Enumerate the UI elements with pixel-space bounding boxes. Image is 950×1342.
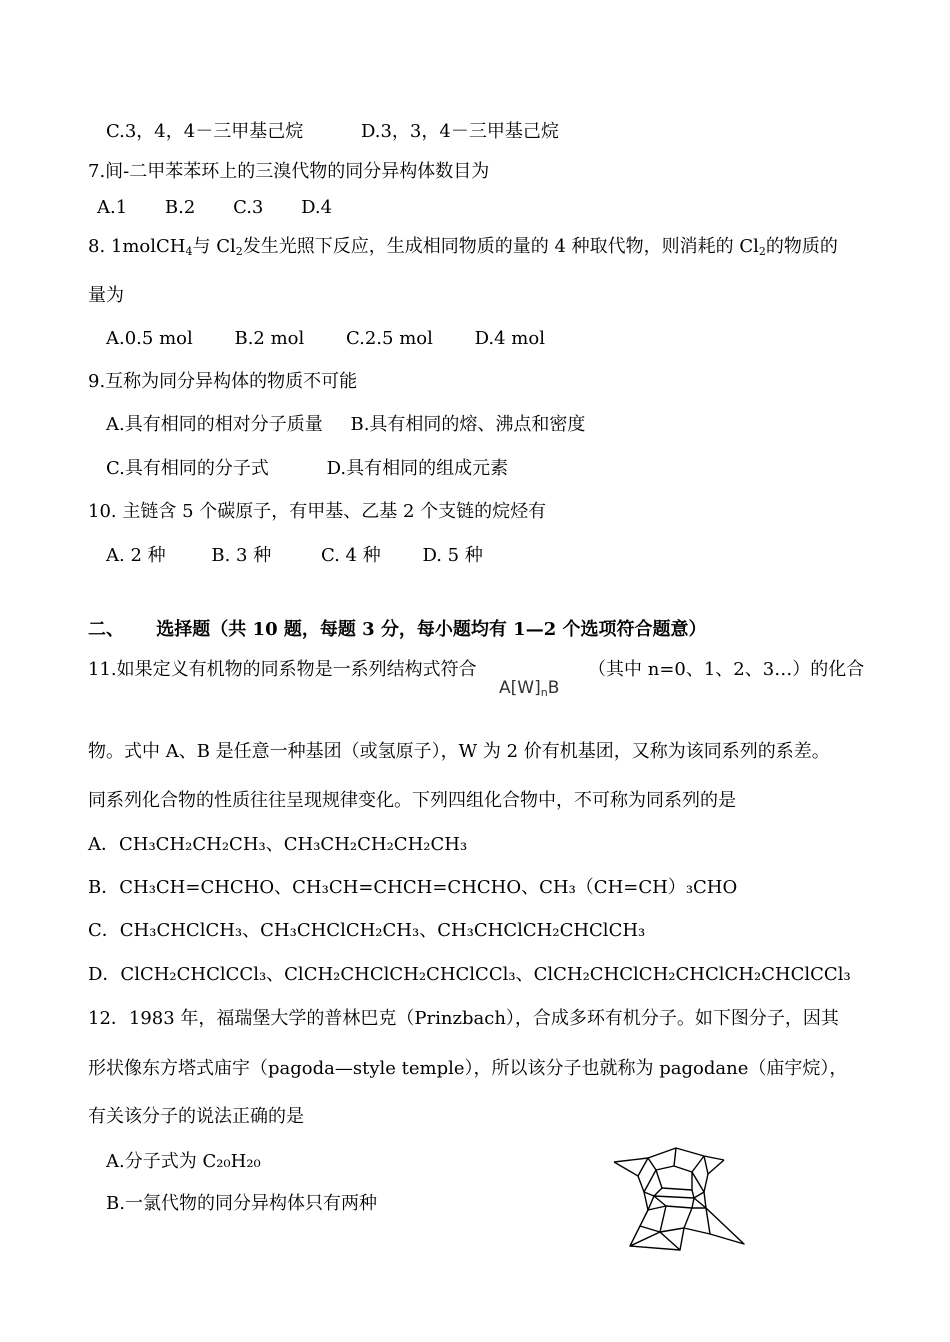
q11-line3: 同系列化合物的性质往往呈现规律变化。下列四组化合物中，不可称为同系列的是: [88, 790, 736, 811]
q11-option-b: B．CH₃CH=CHCHO、CH₃CH=CHCH=CHCHO、CH₃（CH=CH）₃CHO: [88, 877, 738, 898]
section-title: 选择题（共 10 题，每题 3 分，每小题均有 1—2 个选项符合题意）: [156, 619, 707, 640]
q8-option: B.2 mol: [234, 328, 305, 349]
q9-option-d: D.具有相同的组成元素: [326, 458, 509, 479]
q10-option: C. 4 种: [320, 545, 381, 566]
q12-option-b: B.一氯代物的同分异构体只有两种: [106, 1193, 377, 1214]
q10-option: B. 3 种: [211, 545, 272, 566]
q7-option: D.4: [301, 197, 333, 218]
q7-option: B.2: [164, 197, 196, 218]
q11-option-c: C．CH₃CHClCH₃、CH₃CHClCH₂CH₃、CH₃CHClCH₂CHClCH₃: [88, 920, 646, 941]
q12-option-a: A.分子式为 C₂₀H₂₀: [106, 1151, 261, 1172]
q9-option-a: A.具有相同的相对分子质量: [106, 414, 323, 435]
q8-option: A.0.5 mol: [106, 328, 193, 349]
q11-stem-cont: （其中 n=0、1、2、3…）的化合: [588, 659, 865, 680]
section-number: 二、: [88, 619, 124, 640]
section-heading: [88, 618, 707, 642]
q11-line2: 物。式中 A、B 是任意一种基团（或氢原子），W 为 2 价有机基团，又称为该同系列的系差。: [88, 741, 830, 762]
q11-general-formula: $A[W]_nB$: [499, 678, 560, 699]
q11-option-d: D．ClCH₂CHClCCl₃、ClCH₂CHClCH₂CHClCCl₃、ClCH₂CHClCH₂CHClCH₂CHClCCl₃: [88, 964, 851, 985]
q10-stem: 10. 主链含 5 个碳原子，有甲基、乙基 2 个支链的烷烃有: [88, 501, 547, 522]
q10-options: [106, 544, 483, 568]
q8-option: D.4 mol: [474, 328, 545, 349]
q12-line3: 有关该分子的说法正确的是: [88, 1106, 304, 1127]
q7-stem: 7.间-二甲苯苯环上的三溴代物的同分异构体数目为: [88, 161, 490, 182]
q6-option-d: D.3，3，4－三甲基己烷: [360, 121, 559, 142]
q11-option-a: A．CH₃CH₂CH₂CH₃、CH₃CH₂CH₂CH₂CH₃: [88, 834, 468, 855]
q7-option: C.3: [233, 197, 264, 218]
q9-option-b: B.具有相同的熔、沸点和密度: [350, 414, 586, 435]
pagodane-structure-diagram: [610, 1142, 750, 1254]
q7-options: [97, 196, 332, 220]
q12-line1: 12．1983 年，福瑞堡大学的普林巴克（Prinzbach），合成多环有机分子。如下图分子，因其: [88, 1008, 839, 1029]
q10-option: A. 2 种: [106, 545, 166, 566]
q12-line2: 形状像东方塔式庙宇（pagoda—style temple），所以该分子也就称为 pagodane（庙宇烷），: [88, 1058, 848, 1079]
q9-option-c: C.具有相同的分子式: [106, 458, 269, 479]
q10-option: D. 5 种: [422, 545, 483, 566]
q9-stem: 9.互称为同分异构体的物质不可能: [88, 371, 358, 392]
q8-stem-cont: 量为: [88, 285, 124, 306]
q8-options: [106, 327, 545, 351]
q11-stem: 11.如果定义有机物的同系物是一系列结构式符合: [88, 659, 477, 680]
q6-option-c: C.3，4，4－三甲基己烷: [106, 121, 304, 142]
q8-stem: 8. 1molCH$_4$与 $Cl_2$发生光照下反应，生成相同物质的量的 4 种取代物，则消耗的 $Cl_2$的物质的: [88, 236, 838, 258]
q8-option: C.2.5 mol: [346, 328, 433, 349]
q7-option: A.1: [97, 197, 128, 218]
